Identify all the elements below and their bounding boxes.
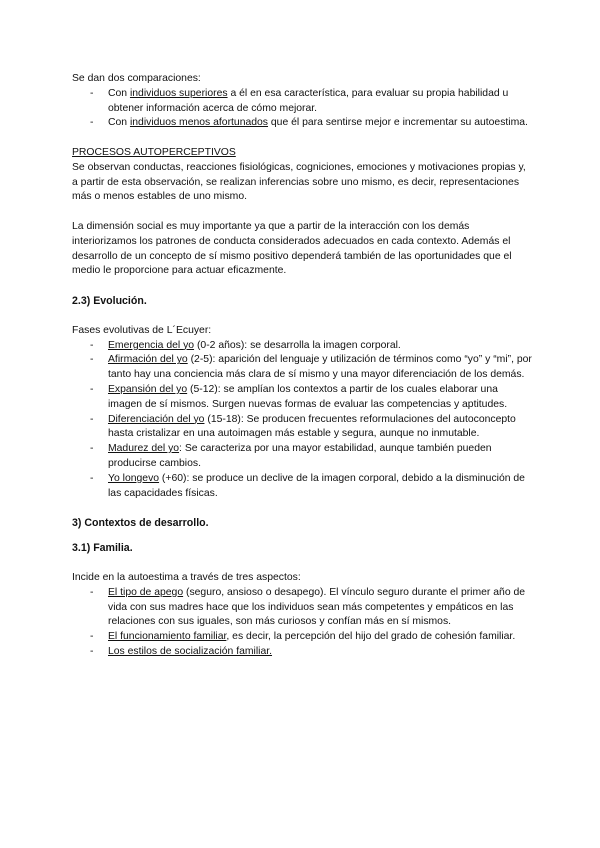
list-item [72, 442, 532, 472]
list-item [72, 353, 532, 383]
underlined-term: individuos menos afortunados [129, 117, 269, 129]
evolucion-list [72, 339, 532, 502]
item-text: (+60): se produce un declive de la imagen corporal, debido a la disminución de las capacidades físicas. [108, 472, 525, 499]
underlined-term: Los estilos de socialización familiar. [108, 645, 273, 657]
evolucion-intro: Fases evolutivas de L´Ecuyer: [72, 324, 212, 336]
list-item [72, 472, 532, 502]
social-paragraph: La dimensión social es muy importante ya que a partir de la interacción con los demás interiorizamos los patrones de conducta considerados adecuados en cada contexto. Además el desarrollo de un concepto de sí mismo positivo dependerá también de las oportunidades que el medio le proporcione para actuar eficazmente. [72, 220, 512, 277]
item-text: a él en esa característica, para evaluar su propia habilidad u obtener información acerca de cómo mejorar. [108, 87, 509, 114]
underlined-term: Yo longevo [108, 472, 160, 484]
familia-list [72, 586, 532, 660]
item-text: : Se caracteriza por una mayor estabilidad, aunque también pueden producirse cambios. [108, 443, 492, 469]
item-text: , es decir, la percepción del hijo del grado de cohesión familiar. [226, 631, 516, 643]
contextos-heading: 3) Contextos de desarrollo. [72, 517, 209, 530]
item-text: (15-18): Se producen frecuentes reformulaciones del autoconcepto hasta cristalizar en una autoimagen más estable y segura, aunque no inmutable. [108, 413, 516, 440]
document-content [72, 72, 532, 660]
list-item [72, 645, 532, 660]
underlined-term: Diferenciación del yo [108, 413, 205, 425]
list-item [72, 586, 532, 630]
item-text: (5-12): se amplían los contextos a partir de los cuales elaborar una imagen de sí mismos. Surgen nuevas formas de evaluar las competencias y aptitudes. [108, 383, 508, 410]
underlined-term: Expansión del yo [108, 383, 188, 395]
list-item [72, 630, 532, 645]
item-text: Con [108, 87, 130, 99]
list-item [72, 413, 532, 443]
item-text: (seguro, ansioso o desapego). El vínculo seguro durante el primer año de vida con sus madres hace que los individuos sean más competentes y empáticos en las relaciones con sus iguales, son más curiosos y confían más en sí mismos. [108, 586, 526, 628]
list-item [72, 87, 532, 117]
comparisons-list [72, 87, 532, 131]
familia-intro: Incide en la autoestima a través de tres aspectos: [72, 571, 301, 583]
evolucion-heading: 2.3) Evolución. [72, 294, 147, 307]
item-text: Con [108, 117, 130, 129]
underlined-term: Madurez del yo [108, 443, 180, 455]
underlined-term: Emergencia del yo [108, 339, 195, 351]
underlined-term: El funcionamiento familiar [108, 631, 227, 643]
item-text: que él para sentirse mejor e incrementar su autoestima. [268, 117, 528, 129]
underlined-term: individuos superiores [129, 87, 228, 99]
procesos-heading: PROCESOS AUTOPERCEPTIVOS [72, 146, 236, 158]
familia-heading: 3.1) Familia. [72, 542, 133, 555]
procesos-paragraph: Se observan conductas, reacciones fisiológicas, cogniciones, emociones y motivaciones propias y, a partir de esta observación, se realizan inferencias sobre uno mismo, es decir, representaciones más o menos estables de uno mismo. [72, 161, 526, 203]
list-item [72, 339, 532, 354]
item-text: (0-2 años): se desarrolla la imagen corporal. [194, 339, 401, 351]
comparisons-intro: Se dan dos comparaciones: [72, 73, 201, 84]
list-item [72, 383, 532, 413]
underlined-term: Afirmación del yo [108, 354, 188, 366]
item-text: (2-5): aparición del lenguaje y utilización de términos como “yo” y “mi”, por tanto hay una conciencia más clara de sí mismo y una mayor diferenciación de los demás. [108, 354, 532, 381]
underlined-term: El tipo de apego [108, 586, 184, 598]
list-item [72, 116, 532, 131]
